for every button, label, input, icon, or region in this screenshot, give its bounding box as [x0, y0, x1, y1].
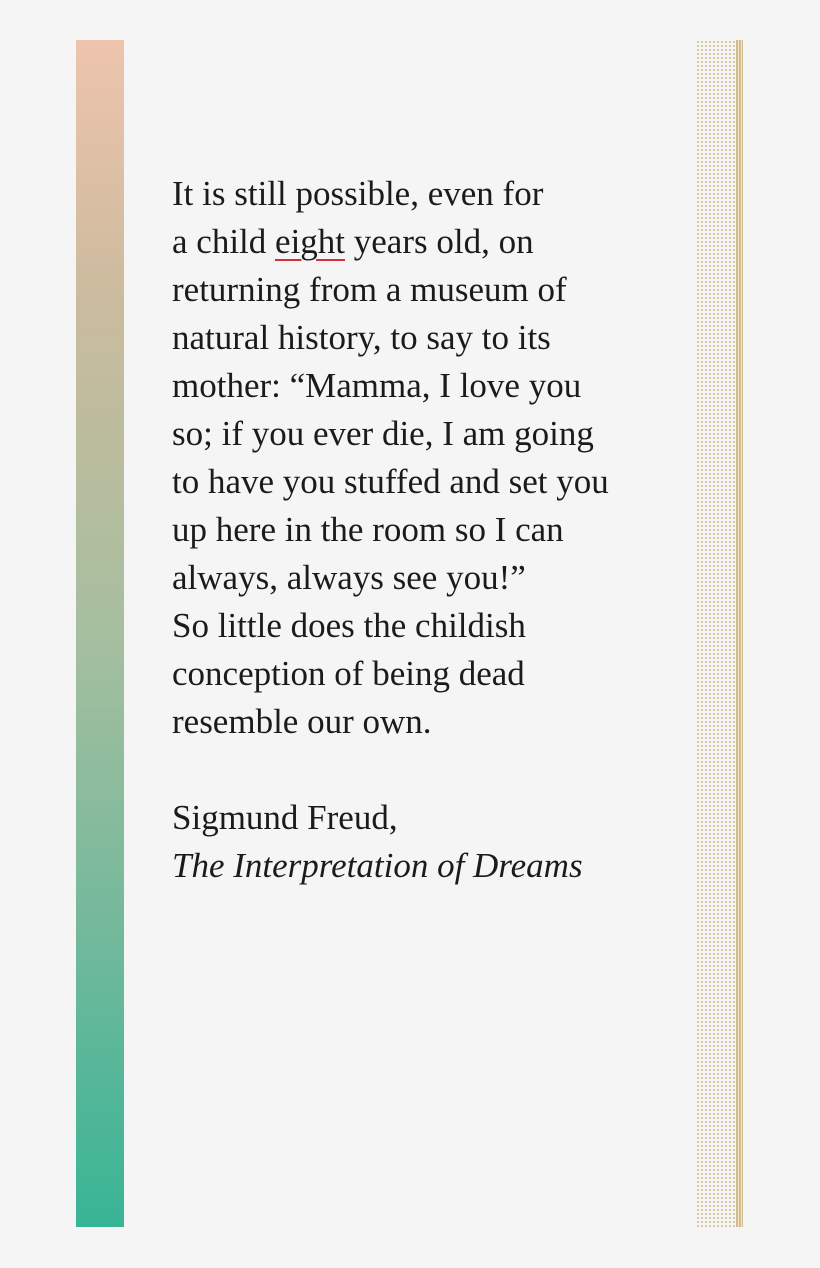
quote-line: conception of being dead	[172, 654, 525, 693]
gradient-bar	[76, 40, 124, 1227]
quote-line: to have you stuffed and set you	[172, 462, 609, 501]
quote-line: mother: “Mamma, I love you	[172, 366, 582, 405]
quote-line: natural history, to say to its	[172, 318, 551, 357]
spellcheck-flagged-word[interactable]: eight	[275, 222, 346, 261]
quote-line: It is still possible, even for	[172, 174, 544, 213]
quote-line: so; if you ever die, I am going	[172, 414, 594, 453]
striped-edge	[736, 40, 743, 1227]
attribution	[172, 794, 672, 890]
author-name: Sigmund Freud,	[172, 798, 398, 837]
quote-line: So little does the childish	[172, 606, 526, 645]
quote-fragment: a child	[172, 222, 267, 261]
book-title: The Interpretation of Dreams	[172, 846, 583, 885]
quote-line: always, always see you!”	[172, 558, 526, 597]
quote-fragment: years old, on	[353, 222, 534, 261]
quote-line: up here in the room so I can	[172, 510, 564, 549]
quote-line: returning from a museum of	[172, 270, 567, 309]
quote-line	[172, 218, 672, 266]
quote-line: resemble our own.	[172, 702, 432, 741]
quote-text	[172, 170, 672, 746]
